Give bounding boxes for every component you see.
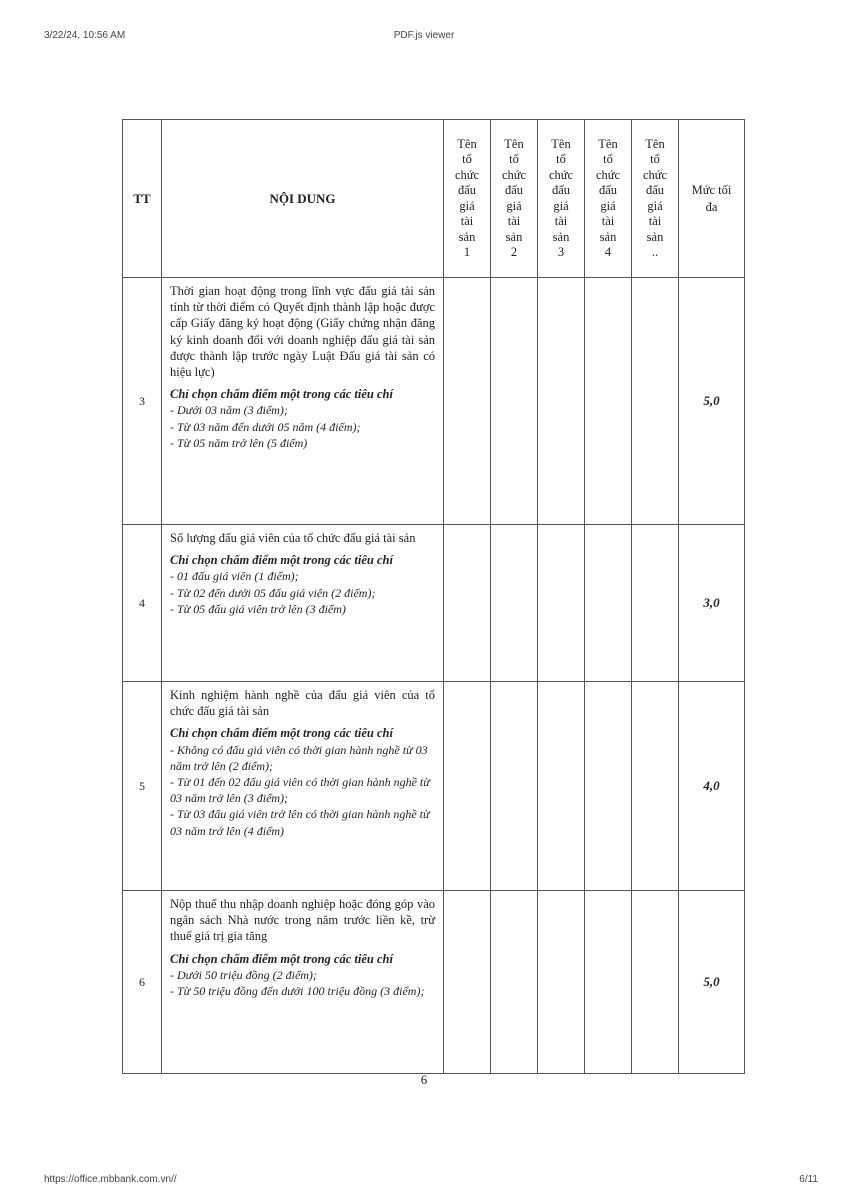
score-cell-org-4[interactable] [585,525,632,682]
table-header-row [123,120,745,278]
max-score: 5,0 [679,278,745,525]
header-org-3-line: sản [552,229,570,244]
max-score: 3,0 [679,525,745,682]
header-org-1-line: tài [460,214,474,228]
header-org-2-line: tài [507,214,521,228]
header-org-3-line: giá [553,198,569,213]
header-org-4-line: chức [595,167,621,182]
print-datetime: 3/22/24, 10:56 AM [44,30,126,41]
header-org-3-line: tổ [556,152,566,166]
viewer-title: PDF.js viewer [393,30,455,41]
row-description: Nộp thuế thu nhập doanh nghiệp hoặc đóng góp vào ngân sách Nhà nước trong năm trước liền kề, trừ thuế giá trị gia tăng [170,897,435,944]
score-cell-org-1[interactable] [444,278,491,525]
row-description: Số lượng đấu giá viên của tổ chức đấu giá tài sản [170,531,416,545]
row-description: Thời gian hoạt động trong lĩnh vực đấu giá tài sản tính từ thời điểm có Quyết định thành lập hoặc được cấp Giấy đăng ký hoạt động (Giấy chứng nhận đăng ký kinh doanh đối với doanh nghiệp đấu giá tài sản được thành lập trước ngày Luật Đấu giá tài sản có hiệu lực) [170,284,435,380]
score-cell-org-5[interactable] [632,525,679,682]
print-footer [0,1174,848,1188]
table-row [123,278,745,525]
header-org-3-line: đấu [551,183,571,197]
header-org-5-line: tài [648,214,662,228]
header-org-2-line: chức [501,167,527,182]
score-cell-org-2[interactable] [491,525,538,682]
header-org-3-line: tài [554,214,568,228]
header-org-4-line: tổ [603,152,613,166]
header-org-1-line: tổ [462,152,472,166]
row-description: Kinh nghiệm hành nghề của đấu giá viên của tổ chức đấu giá tài sản [170,688,435,719]
header-org-5-line: đấu [645,183,665,197]
criteria-option: - Không có đấu giá viên có thời gian hành nghề từ 03 năm trở lên (2 điểm); [170,742,428,773]
criteria-option: - Dưới 03 năm (3 điểm); [170,403,288,418]
header-org-5-line: sản [646,229,664,244]
criteria-title: Chỉ chọn chấm điểm một trong các tiêu chí [170,553,393,568]
score-cell-org-4[interactable] [585,278,632,525]
score-cell-org-2[interactable] [491,682,538,891]
header-max-score [679,120,745,278]
criteria-option: - Dưới 50 triệu đồng (2 điểm); [170,967,317,982]
score-cell-org-5[interactable] [632,682,679,891]
table-row [123,682,745,891]
score-cell-org-3[interactable] [538,525,585,682]
header-org-2-line: tổ [509,152,519,166]
print-header [0,30,848,44]
row-number: 3 [123,278,162,525]
row-content [162,278,444,525]
header-org-4-line: tài [601,214,615,228]
score-cell-org-4[interactable] [585,682,632,891]
score-cell-org-3[interactable] [538,278,585,525]
max-score: 4,0 [679,682,745,891]
page-number: 6 [420,1072,428,1087]
header-max-line: đa [705,199,718,214]
criteria-title: Chỉ chọn chấm điểm một trong các tiêu chí [170,387,393,402]
criteria-option: - Từ 05 đấu giá viên trở lên (3 điểm) [170,601,346,616]
header-org-1-line: chức [454,167,480,182]
header-org-5-line: chức [642,167,668,182]
table-row [123,891,745,1074]
header-org-2-line: sản [505,229,523,244]
header-org-1-line: Tên [457,136,477,151]
row-content [162,891,444,1074]
page-url: https://office.mbbank.com.vn// [44,1174,177,1185]
header-org-1-line: sản [458,229,476,244]
max-score: 5,0 [679,891,745,1074]
score-cell-org-2[interactable] [491,891,538,1074]
header-org-3-line: chức [548,167,574,182]
header-org-1-line: giá [459,198,475,213]
score-cell-org-5[interactable] [632,891,679,1074]
header-org-1-line: đấu [457,183,477,197]
score-cell-org-3[interactable] [538,891,585,1074]
header-org-3 [538,120,585,278]
criteria-option: - Từ 03 đấu giá viên trở lên có thời gian hành nghề từ 03 năm trở lên (4 điểm) [170,807,430,838]
header-org-4-line: giá [600,198,616,213]
header-org-2-line: đấu [504,183,524,197]
score-cell-org-1[interactable] [444,525,491,682]
row-number: 4 [123,525,162,682]
criteria-option: - Từ 50 triệu đồng đến dưới 100 triệu đồng (3 điểm); [170,984,425,999]
criteria-option: - 01 đấu giá viên (1 điểm); [170,569,299,584]
score-cell-org-3[interactable] [538,682,585,891]
header-org-3-line: 3 [557,245,565,259]
row-content [162,682,444,891]
row-number: 6 [123,891,162,1074]
score-cell-org-2[interactable] [491,278,538,525]
header-org-1-line: 1 [463,245,471,259]
header-max-line: Mức tối [691,182,732,197]
header-org-2 [491,120,538,278]
header-org-4-line: 4 [604,245,612,259]
header-org-5-line: .. [651,245,659,259]
criteria-option: - Từ 02 đến dưới 05 đấu giá viên (2 điểm); [170,585,376,600]
header-org-5 [632,120,679,278]
header-org-2-line: 2 [510,245,518,259]
score-cell-org-5[interactable] [632,278,679,525]
header-org-3-line: Tên [551,136,571,151]
header-org-4-line: đấu [598,183,618,197]
header-org-1 [444,120,491,278]
criteria-option: - Từ 05 năm trở lên (5 điểm) [170,435,308,450]
criteria-title: Chỉ chọn chấm điểm một trong các tiêu chí [170,726,393,741]
header-org-5-line: giá [647,198,663,213]
row-number: 5 [123,682,162,891]
page-indicator: 6/11 [799,1174,818,1185]
header-org-2-line: Tên [504,136,524,151]
header-org-2-line: giá [506,198,522,213]
score-cell-org-1[interactable] [444,891,491,1074]
table-row [123,525,745,682]
row-content [162,525,444,682]
score-cell-org-1[interactable] [444,682,491,891]
header-org-4-line: sản [599,229,617,244]
header-org-5-line: tổ [650,152,660,166]
criteria-option: - Từ 03 năm đến dưới 05 năm (4 điểm); [170,419,361,434]
header-org-4 [585,120,632,278]
header-org-4-line: Tên [598,136,618,151]
header-content: NỘI DUNG [162,120,444,278]
criteria-title: Chỉ chọn chấm điểm một trong các tiêu chí [170,951,393,966]
score-cell-org-4[interactable] [585,891,632,1074]
header-org-5-line: Tên [645,136,665,151]
criteria-option: - Từ 01 đến 02 đấu giá viên có thời gian hành nghề từ 03 năm trở lên (3 điểm); [170,775,430,806]
scoring-table [122,119,745,1074]
header-tt: TT [123,120,162,278]
